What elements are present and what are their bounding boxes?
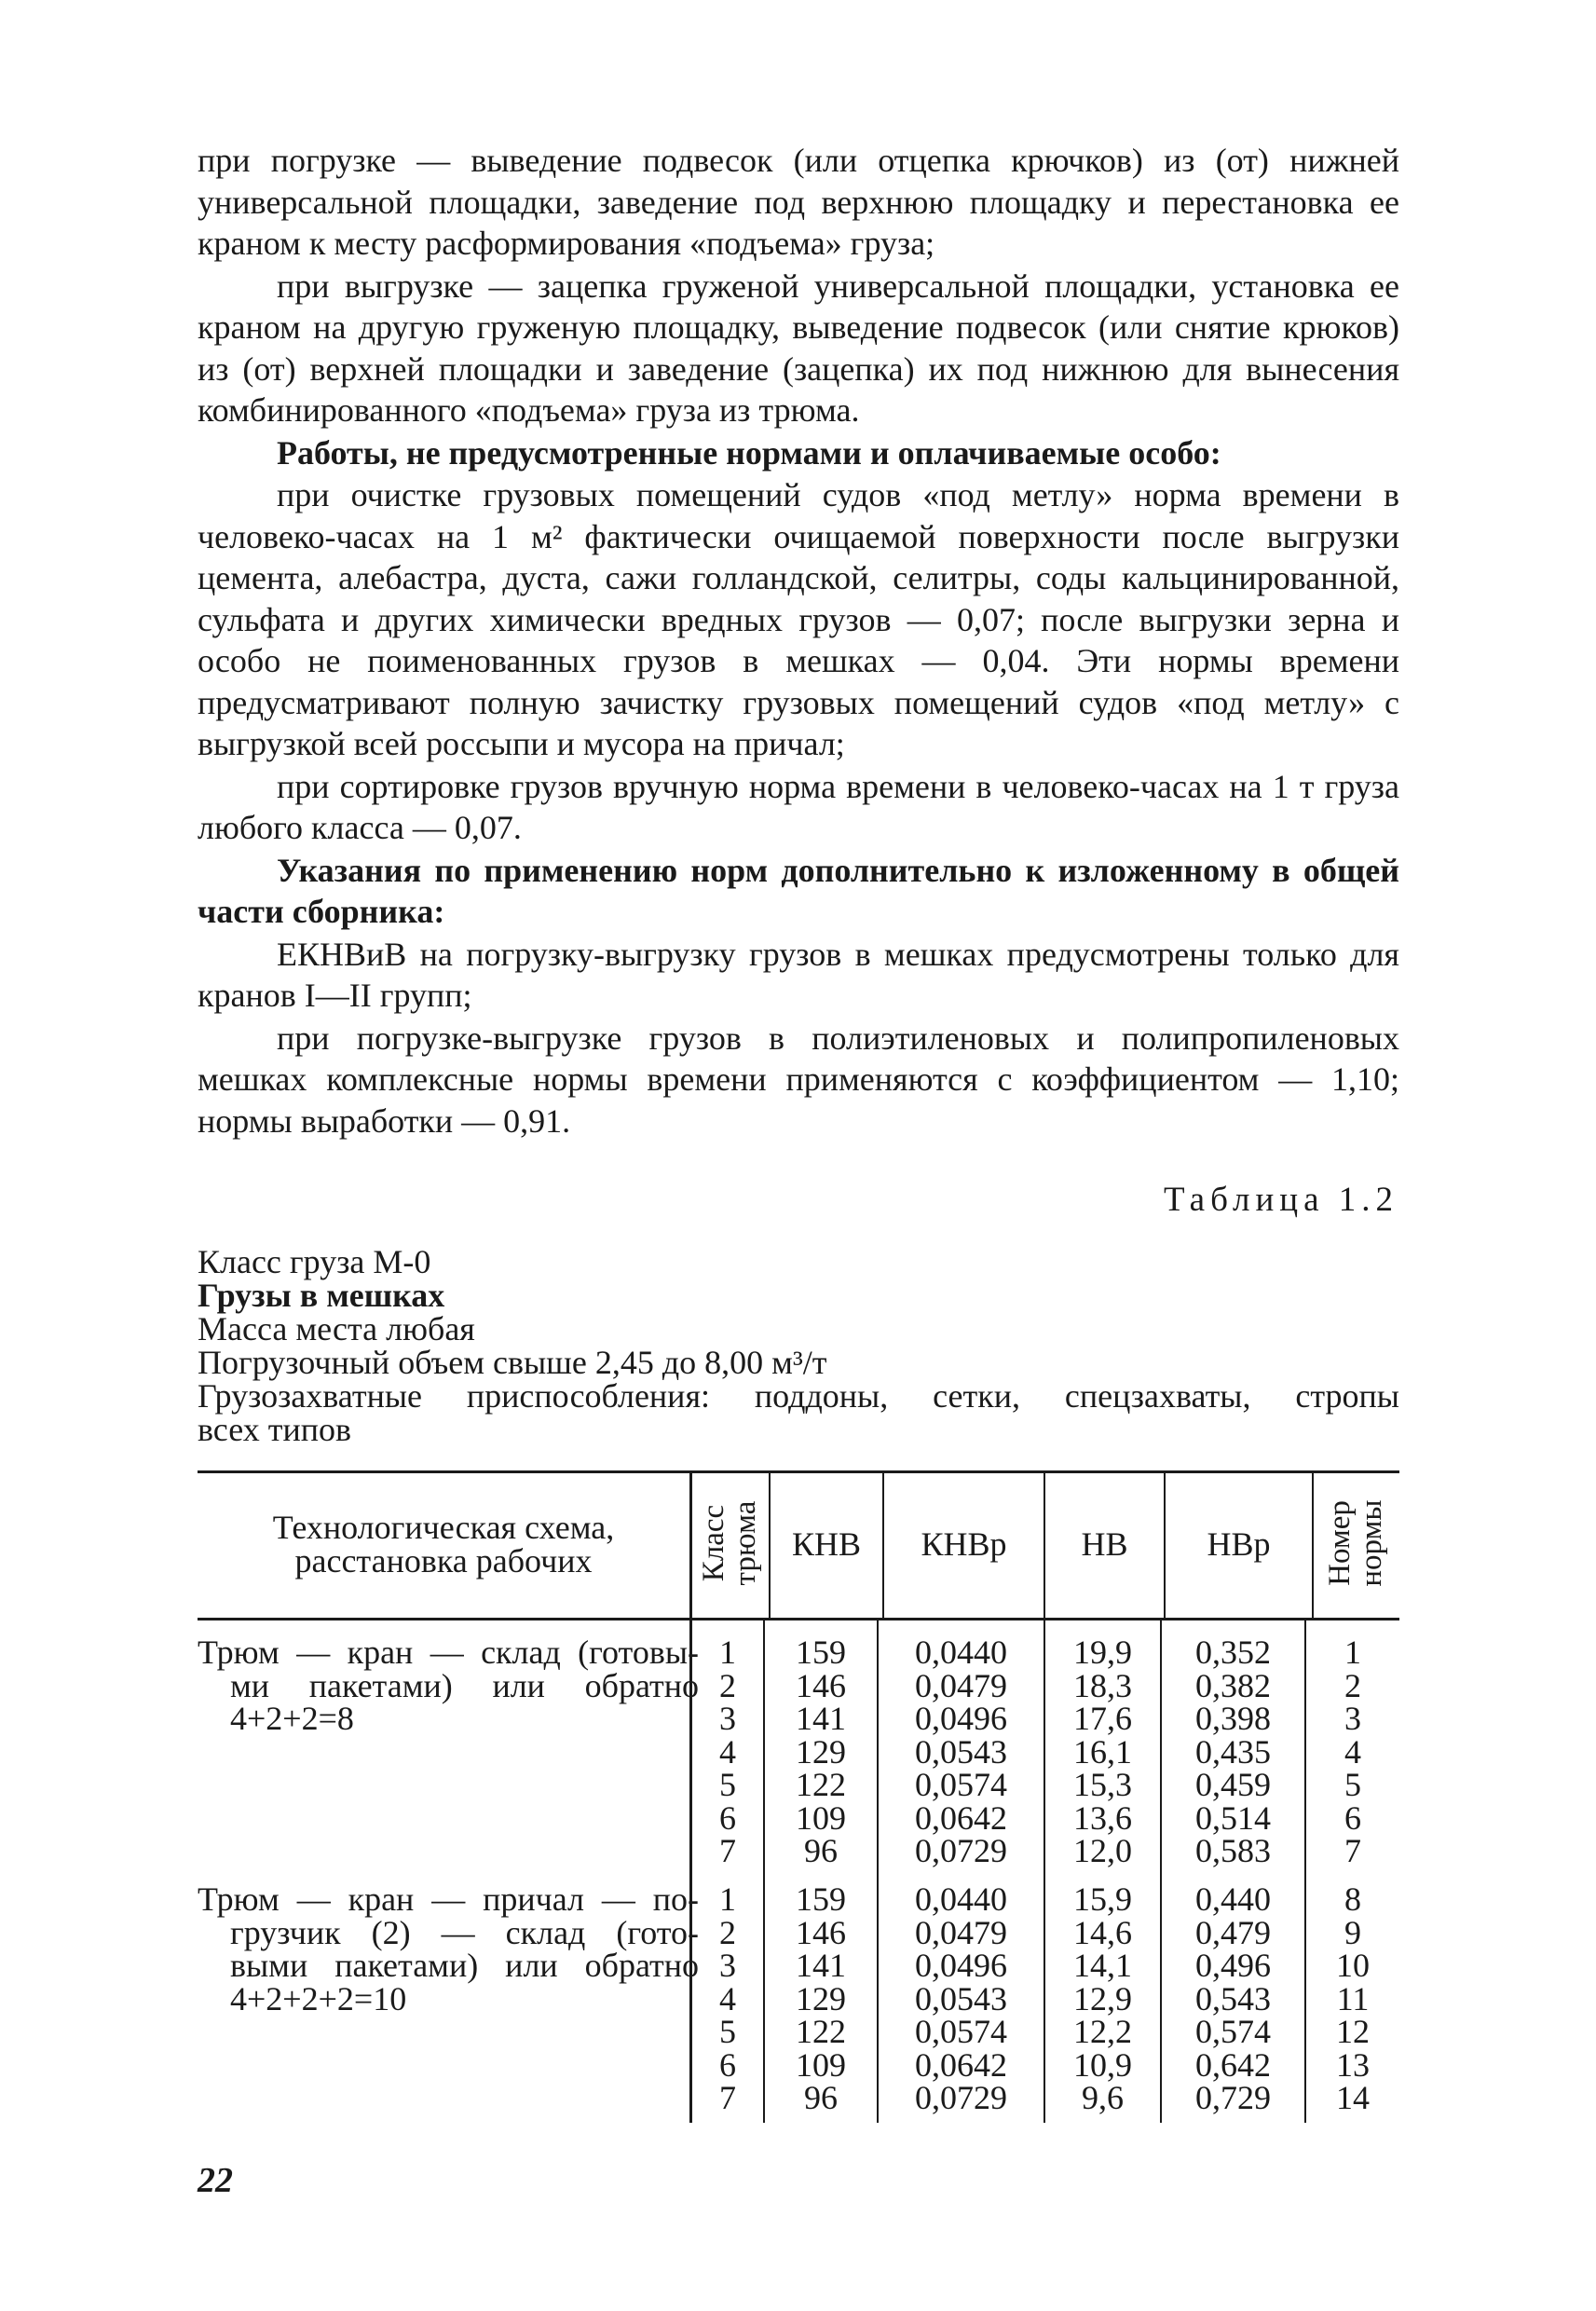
- table-caption: Таблица 1.2: [1164, 1181, 1398, 1219]
- table-cell: 0,479: [1195, 1913, 1271, 1951]
- table-cell: 13: [1336, 2045, 1370, 2084]
- table-cell: 5: [719, 2013, 736, 2050]
- col-knv-r: [879, 1636, 1044, 1868]
- cargo-equipment-continued: всех типов: [198, 1411, 351, 1448]
- table-cell: 0,459: [1195, 1766, 1271, 1803]
- column-divider: [689, 1470, 692, 1618]
- table-cell: 14,1: [1073, 1947, 1132, 1984]
- col-hold: [692, 1636, 763, 1868]
- table-cell: 15,3: [1073, 1766, 1132, 1803]
- table-cell: 8: [1344, 1880, 1361, 1918]
- scheme-line: ми пакетами) или обратно: [230, 1666, 699, 1704]
- table-cell: 3: [719, 1947, 736, 1984]
- table-cell: 0,352: [1195, 1634, 1271, 1671]
- col-knv: [765, 1880, 877, 2116]
- table-cell: 9: [1344, 1913, 1361, 1951]
- table-cell: 159: [796, 1634, 846, 1671]
- paragraph: при выгрузке — зацепка груженой универсальной площадки, установка ее краном на другую груженую площадку, выведение подвесок (или снятие крюков) из (от) верхней площадки и заведение (зацепка) их под нижнюю для вынесения комбинированного «подъема» груза из трюма.: [198, 267, 1399, 429]
- cargo-volume: Погрузочный объем свыше 2,45 до 8,00 м³/т: [198, 1344, 827, 1381]
- table-cell: 146: [796, 1666, 846, 1704]
- table-cell: 7: [719, 2079, 736, 2116]
- table-cell: 1: [1344, 1634, 1361, 1671]
- paragraph: ЕКНВиВ на погрузку-выгрузку грузов в мешках предусмотрены только для кранов I—II групп;: [198, 935, 1399, 1014]
- section-heading: Работы, не предусмотренные нормами и оплачиваемые особо:: [277, 433, 1221, 472]
- table-cell: 4: [719, 1979, 736, 2017]
- table-cell: 5: [719, 1766, 736, 1803]
- table-cell: 6: [719, 2045, 736, 2084]
- table-cell: 0,0496: [915, 1947, 1007, 1984]
- cargo-equipment: Грузозахватные приспособления: поддоны, сетки, спецзахваты, стропы: [198, 1377, 1399, 1415]
- table-cell: 1: [719, 1880, 736, 1918]
- table-cell: 17,6: [1073, 1700, 1132, 1737]
- group-scheme: [198, 1880, 699, 2017]
- table-cell: 0,0729: [915, 2079, 1007, 2116]
- table-cell: 0,0574: [915, 1766, 1007, 1803]
- table-cell: 14,6: [1073, 1913, 1132, 1951]
- col-norm: [1306, 1880, 1399, 2116]
- table-cell: 2: [719, 1913, 736, 1951]
- table-cell: 0,0729: [915, 1832, 1007, 1869]
- col-nv-r: [1162, 1636, 1304, 1868]
- table-cell: 13,6: [1073, 1798, 1132, 1837]
- table-cell: 1: [719, 1634, 736, 1671]
- table-cell: 122: [796, 2013, 846, 2050]
- col-knv: [765, 1636, 877, 1868]
- table-cell: 0,514: [1195, 1798, 1271, 1837]
- header-knv: КНВ: [791, 1525, 862, 1563]
- table-cell: 0,583: [1195, 1832, 1271, 1869]
- table-cell: 0,642: [1195, 2045, 1271, 2084]
- table-cell: 0,440: [1195, 1880, 1271, 1918]
- table-group: [198, 1636, 1399, 1871]
- table-cell: 0,0543: [915, 1732, 1007, 1771]
- table-cell: 122: [796, 1766, 846, 1803]
- scheme-line: Трюм — кран — причал — по-: [198, 1880, 699, 1918]
- table-cell: 109: [796, 2045, 846, 2084]
- table-cell: 15,9: [1073, 1880, 1132, 1918]
- header-nv-r: НВр: [1207, 1525, 1271, 1563]
- header-nv: НВ: [1081, 1525, 1128, 1563]
- paragraph: при погрузке-выгрузке грузов в полиэтиленовых и полипропиленовых мешках комплексные нормы времени применяются с коэффициентом — 1,10; нормы выработки — 0,91.: [198, 1019, 1399, 1140]
- table-cell: 0,0479: [915, 1666, 1007, 1704]
- norms-table: [198, 1470, 1399, 2123]
- scheme-line: Трюм — кран — склад (готовы-: [198, 1634, 699, 1671]
- paragraph: при сортировке грузов вручную норма времени в человеко-часах на 1 т груза любого класса — 0,07.: [198, 767, 1399, 846]
- table-cell: 0,0642: [915, 1798, 1007, 1837]
- header-scheme-line1: Технологическая схема,: [272, 1509, 615, 1546]
- scheme-line: выми пакетами) или обратно: [230, 1947, 699, 1984]
- table-cell: 141: [796, 1947, 846, 1984]
- table-cell: 12,0: [1073, 1832, 1132, 1869]
- scheme-line: грузчик (2) — склад (гото-: [230, 1913, 699, 1951]
- table-cell: 14: [1336, 2079, 1370, 2116]
- header-hold-class: Класс трюма: [697, 1500, 762, 1586]
- table-cell: 146: [796, 1913, 846, 1951]
- table-cell: 0,0574: [915, 2013, 1007, 2050]
- table-cell: 12,9: [1073, 1979, 1132, 2017]
- table-cell: 0,543: [1195, 1979, 1271, 2017]
- table-cell: 6: [1344, 1798, 1361, 1837]
- table-cell: 0,0440: [915, 1634, 1007, 1671]
- table-cell: 12: [1336, 2013, 1370, 2050]
- group-scheme: [198, 1636, 699, 1736]
- table-cell: 96: [804, 2079, 838, 2116]
- col-hold: [692, 1880, 763, 2116]
- table-cell: 11: [1336, 1979, 1370, 2017]
- table-cell: 6: [719, 1798, 736, 1837]
- col-nv: [1045, 1636, 1160, 1868]
- table-cell: 7: [1344, 1832, 1361, 1869]
- header-knv-r: КНВр: [921, 1525, 1007, 1563]
- table-cell: 2: [719, 1666, 736, 1704]
- table-cell: 129: [796, 1979, 846, 2017]
- paragraph: при погрузке — выведение подвесок (или отцепка крючков) из (от) нижней универсальной площадки, заведение под верхнюю площадку и перестановка ее краном к месту расформирования «подъема» груза;: [198, 142, 1399, 262]
- table-cell: 0,729: [1195, 2079, 1271, 2116]
- table-cell: 12,2: [1073, 2013, 1132, 2050]
- cargo-mass: Масса места любая: [198, 1310, 475, 1347]
- table-cell: 141: [796, 1700, 846, 1737]
- header-norm-number: Номер нормы: [1323, 1499, 1388, 1587]
- cargo-type: Грузы в мешках: [198, 1277, 445, 1314]
- header-bottom-rule: [198, 1618, 1399, 1620]
- table-cell: 3: [719, 1700, 736, 1737]
- table-cell: 16,1: [1073, 1732, 1132, 1771]
- table-cell: 0,435: [1195, 1732, 1271, 1771]
- table-cell: 3: [1344, 1700, 1361, 1737]
- table-cell: 19,9: [1073, 1634, 1132, 1671]
- table-cell: 9,6: [1082, 2079, 1124, 2116]
- table-cell: 0,0496: [915, 1700, 1007, 1737]
- table-cell: 18,3: [1073, 1666, 1132, 1704]
- page-number: 22: [198, 2161, 233, 2200]
- section-heading: Указания по применению норм дополнительно к изложенному в общей части сборника:: [198, 851, 1399, 930]
- table-cell: 0,0479: [915, 1913, 1007, 1951]
- table-cell: 2: [1344, 1666, 1361, 1704]
- table-cell: 109: [796, 1798, 846, 1837]
- table-cell: 0,496: [1195, 1947, 1271, 1984]
- table-cell: 0,382: [1195, 1666, 1271, 1704]
- paragraph: при очистке грузовых помещений судов «под метлу» норма времени в человеко-часах на 1 м² фактически очищаемой поверхности после выгрузки цемента, алебастра, дуста, сажи голландской, селитры, соды кальцинированной, сульфата и других химически вредных грузов — 0,07; после выгрузки зерна и особо не поименованных грузов в мешках — 0,04. Эти нормы времени предусматривают полную зачистку грузовых помещений судов «под метлу» с выгрузкой всей россыпи и мусора на причал;: [198, 476, 1399, 762]
- table-cell: 5: [1344, 1766, 1361, 1803]
- body-text: [198, 140, 1399, 1142]
- table-cell: 0,0543: [915, 1979, 1007, 2017]
- table-cell: 10,9: [1073, 2045, 1132, 2084]
- col-nv: [1045, 1880, 1160, 2116]
- table-cell: 0,574: [1195, 2013, 1271, 2050]
- scheme-line: 4+2+2=8: [230, 1700, 354, 1737]
- table-cell: 7: [719, 1832, 736, 1869]
- scheme-line: 4+2+2+2=10: [230, 1979, 407, 2017]
- cargo-class: Класс груза М-0: [198, 1243, 431, 1280]
- col-nv-r: [1162, 1880, 1304, 2116]
- table-cell: 0,0642: [915, 2045, 1007, 2084]
- cargo-info: [198, 1245, 1399, 1446]
- table-cell: 159: [796, 1880, 846, 1918]
- header-scheme-line2: расстановка рабочих: [294, 1542, 593, 1579]
- header-scheme: [198, 1470, 689, 1618]
- table-cell: 0,0440: [915, 1880, 1007, 1918]
- table-cell: 10: [1336, 1947, 1370, 1984]
- table-cell: 96: [804, 1832, 838, 1869]
- col-norm: [1306, 1636, 1399, 1868]
- table-cell: 4: [1344, 1732, 1361, 1771]
- table-cell: 0,398: [1195, 1700, 1271, 1737]
- table-group: [198, 1880, 1399, 2118]
- col-knv-r: [879, 1880, 1044, 2116]
- table-cell: 129: [796, 1732, 846, 1771]
- table-cell: 4: [719, 1732, 736, 1771]
- column-divider: [1312, 1470, 1314, 1618]
